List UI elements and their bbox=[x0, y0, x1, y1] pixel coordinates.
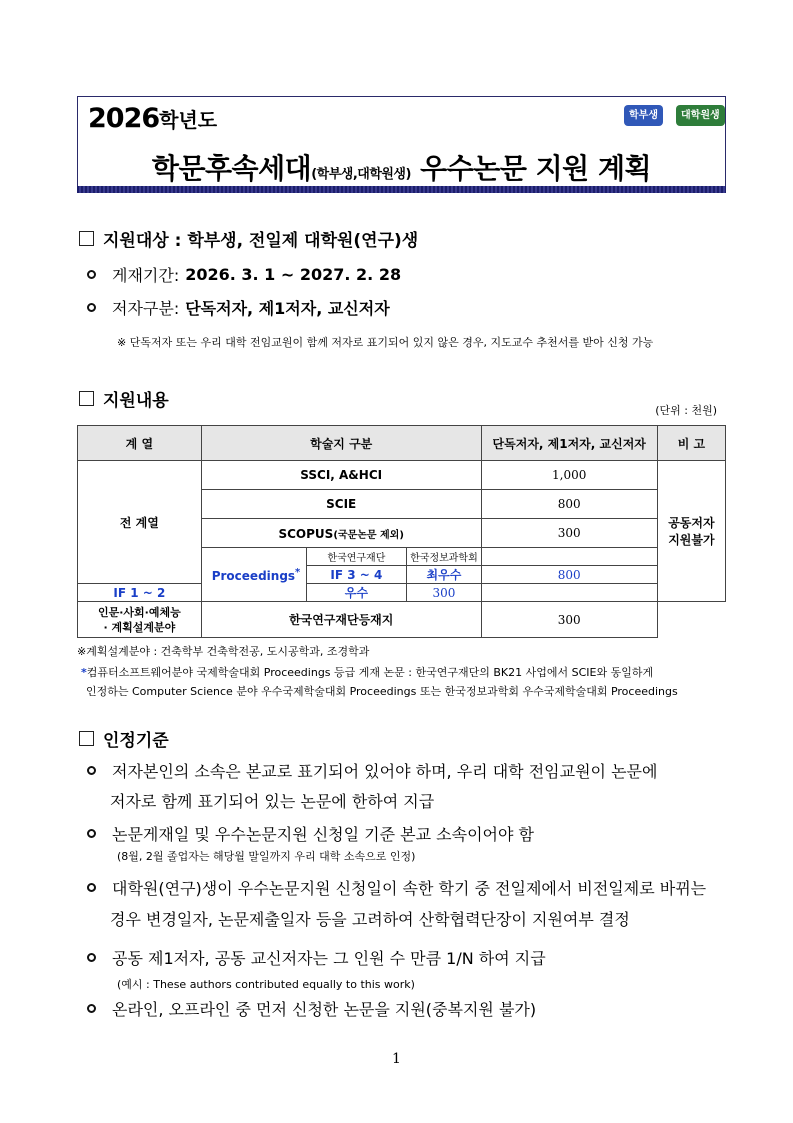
table-row bbox=[78, 602, 726, 638]
field-all-cell: 전 계열 bbox=[78, 461, 202, 584]
period-bullet bbox=[87, 263, 401, 286]
value-scie: 800 bbox=[481, 490, 657, 519]
field-arts-line-2: · 계획설계분야 bbox=[103, 620, 176, 634]
value-arts: 300 bbox=[481, 602, 657, 638]
academic-year bbox=[88, 103, 217, 134]
proceedings-col-kiise: 한국정보과학회 bbox=[407, 548, 481, 566]
proceedings-col-nrf: 한국연구재단 bbox=[306, 548, 407, 566]
journal-scie: SCIE bbox=[201, 490, 481, 519]
support-heading-text: 지원내용 bbox=[103, 391, 169, 411]
field-arts-cell bbox=[78, 602, 202, 638]
proceedings-r2-nrf: IF 1 ~ 2 bbox=[78, 584, 202, 602]
author-bullet bbox=[87, 296, 390, 319]
checkbox-square-icon bbox=[79, 391, 94, 406]
eligibility-note: ※ 단독저자 또는 우리 대학 전임교원이 함께 저자로 표기되어 있지 않은 경우, 지도교수 추천서를 받아 신청 가능 bbox=[117, 336, 654, 349]
criteria-item-2-text: 논문게재일 및 우수논문지원 신청일 기준 본교 소속이어야 함 bbox=[112, 825, 535, 844]
title-box bbox=[77, 96, 726, 190]
title-part-b: 우수논문 지원 계획 bbox=[410, 152, 652, 185]
criteria-item-1-text-a: 저자본인의 소속은 본교로 표기되어 있어야 하며, 우리 대학 전임교원이 논문에 bbox=[112, 762, 658, 781]
criteria-item-3 bbox=[87, 876, 706, 899]
circle-bullet-icon bbox=[87, 883, 96, 892]
checkbox-square-icon bbox=[79, 731, 94, 746]
author-value: 단독저자, 제1저자, 교신저자 bbox=[185, 299, 390, 318]
year-suffix: 학년도 bbox=[159, 108, 218, 132]
proceedings-value-header bbox=[481, 548, 657, 566]
circle-bullet-icon bbox=[87, 270, 96, 279]
criteria-item-5-text: 온라인, 오프라인 중 먼저 신청한 논문을 지원(중복지원 불가) bbox=[112, 1000, 537, 1019]
value-scopus: 300 bbox=[481, 519, 657, 548]
proceedings-r2-kiise: 우수 bbox=[306, 584, 407, 602]
title-small: (학부생,대학원생) bbox=[311, 167, 411, 182]
remark-line-2: 지원불가 bbox=[668, 533, 715, 547]
remark-line-1: 공동저자 bbox=[668, 516, 715, 530]
criteria-item-3-text-a: 대학원(연구)생이 우수논문지원 신청일이 속한 학기 중 전일제에서 비전일제로 바뀌는 bbox=[112, 879, 707, 898]
author-label: 저자구분: bbox=[112, 299, 180, 318]
unit-label: (단위 : 천원) bbox=[655, 404, 717, 417]
field-arts-line-1: 인문·사회·예체능 bbox=[97, 605, 181, 619]
support-table bbox=[77, 425, 726, 638]
footnote-planning: ※계획설계분야 : 건축학부 건축학전공, 도시공학과, 조경학과 bbox=[77, 645, 370, 658]
criteria-item-2-note: (8월, 2월 졸업자는 해당월 말일까지 우리 대학 소속으로 인정) bbox=[117, 850, 416, 863]
header-field: 계 열 bbox=[78, 426, 202, 461]
page-title bbox=[78, 147, 725, 187]
checkbox-square-icon bbox=[79, 231, 94, 246]
scopus-note: (국문논문 제외) bbox=[333, 529, 404, 541]
header-remark: 비 고 bbox=[657, 426, 725, 461]
journal-arts: 한국연구재단등재지 bbox=[201, 602, 481, 638]
criteria-item-4-note: (예시 : These authors contributed equally to this work) bbox=[117, 978, 415, 991]
section-criteria-heading bbox=[79, 726, 169, 751]
footnote-computer-line2: 인정하는 Computer Science 분야 우수국제학술대회 Proceedings 또는 한국정보과학회 우수국제학술대회 Proceedings bbox=[86, 685, 678, 698]
criteria-item-1-text-b: 저자로 함께 표기되어 있는 논문에 한하여 지급 bbox=[110, 792, 435, 811]
title-part-a: 학문후속세대 bbox=[151, 152, 312, 185]
scopus-name: SCOPUS bbox=[278, 526, 334, 541]
table-row bbox=[78, 584, 726, 602]
grad-badge: 대학원생 bbox=[676, 105, 725, 126]
criteria-item-1 bbox=[87, 759, 657, 782]
eligibility-heading-text: 지원대상 : 학부생, 전일제 대학원(연구)생 bbox=[103, 231, 419, 251]
criteria-item-3-text-b: 경우 변경일자, 논문제출일자 등을 고려하여 산학협력단장이 지원여부 결정 bbox=[110, 910, 630, 929]
proceedings-r2-value: 300 bbox=[407, 584, 481, 602]
criteria-item-2 bbox=[87, 822, 534, 845]
remark-cell bbox=[657, 461, 725, 602]
header-journal: 학술지 구분 bbox=[201, 426, 481, 461]
header-author: 단독저자, 제1저자, 교신저자 bbox=[481, 426, 657, 461]
period-label: 게재기간: bbox=[112, 266, 180, 285]
section-eligibility-heading bbox=[79, 226, 418, 251]
journal-ssci: SSCI, A&HCI bbox=[201, 461, 481, 490]
footnote-star: * bbox=[81, 666, 87, 679]
criteria-item-5 bbox=[87, 997, 536, 1020]
circle-bullet-icon bbox=[87, 829, 96, 838]
period-value: 2026. 3. 1 ~ 2027. 2. 28 bbox=[185, 265, 402, 284]
table-header-row bbox=[78, 426, 726, 461]
title-underline-bar bbox=[77, 186, 726, 193]
journal-scopus bbox=[201, 519, 481, 548]
page-number: 1 bbox=[392, 1051, 401, 1067]
criteria-heading-text: 인정기준 bbox=[103, 731, 169, 751]
proceedings-r1-kiise: 최우수 bbox=[407, 566, 481, 584]
proceedings-label: Proceedings bbox=[211, 568, 296, 583]
value-ssci: 1,000 bbox=[481, 461, 657, 490]
undergrad-badge: 학부생 bbox=[624, 105, 663, 126]
proceedings-star: * bbox=[295, 566, 301, 578]
section-support-heading bbox=[79, 386, 169, 411]
year-number: 2026 bbox=[88, 103, 160, 134]
criteria-item-4 bbox=[87, 946, 546, 969]
proceedings-label-cell bbox=[201, 548, 306, 602]
circle-bullet-icon bbox=[87, 766, 96, 775]
circle-bullet-icon bbox=[87, 303, 96, 312]
proceedings-r1-nrf: IF 3 ~ 4 bbox=[306, 566, 407, 584]
footnote-computer-text-a: 컴퓨터소프트웨어분야 국제학술대회 Proceedings 등급 게재 논문 : 한국연구재단의 BK21 사업에서 SCIE와 동일하게 bbox=[86, 666, 654, 679]
footnote-computer-line1 bbox=[81, 664, 653, 680]
proceedings-r1-value: 800 bbox=[481, 566, 657, 584]
criteria-item-4-text: 공동 제1저자, 공동 교신저자는 그 인원 수 만큼 1/N 하여 지급 bbox=[112, 949, 546, 968]
circle-bullet-icon bbox=[87, 1004, 96, 1013]
table-row bbox=[78, 461, 726, 490]
circle-bullet-icon bbox=[87, 953, 96, 962]
